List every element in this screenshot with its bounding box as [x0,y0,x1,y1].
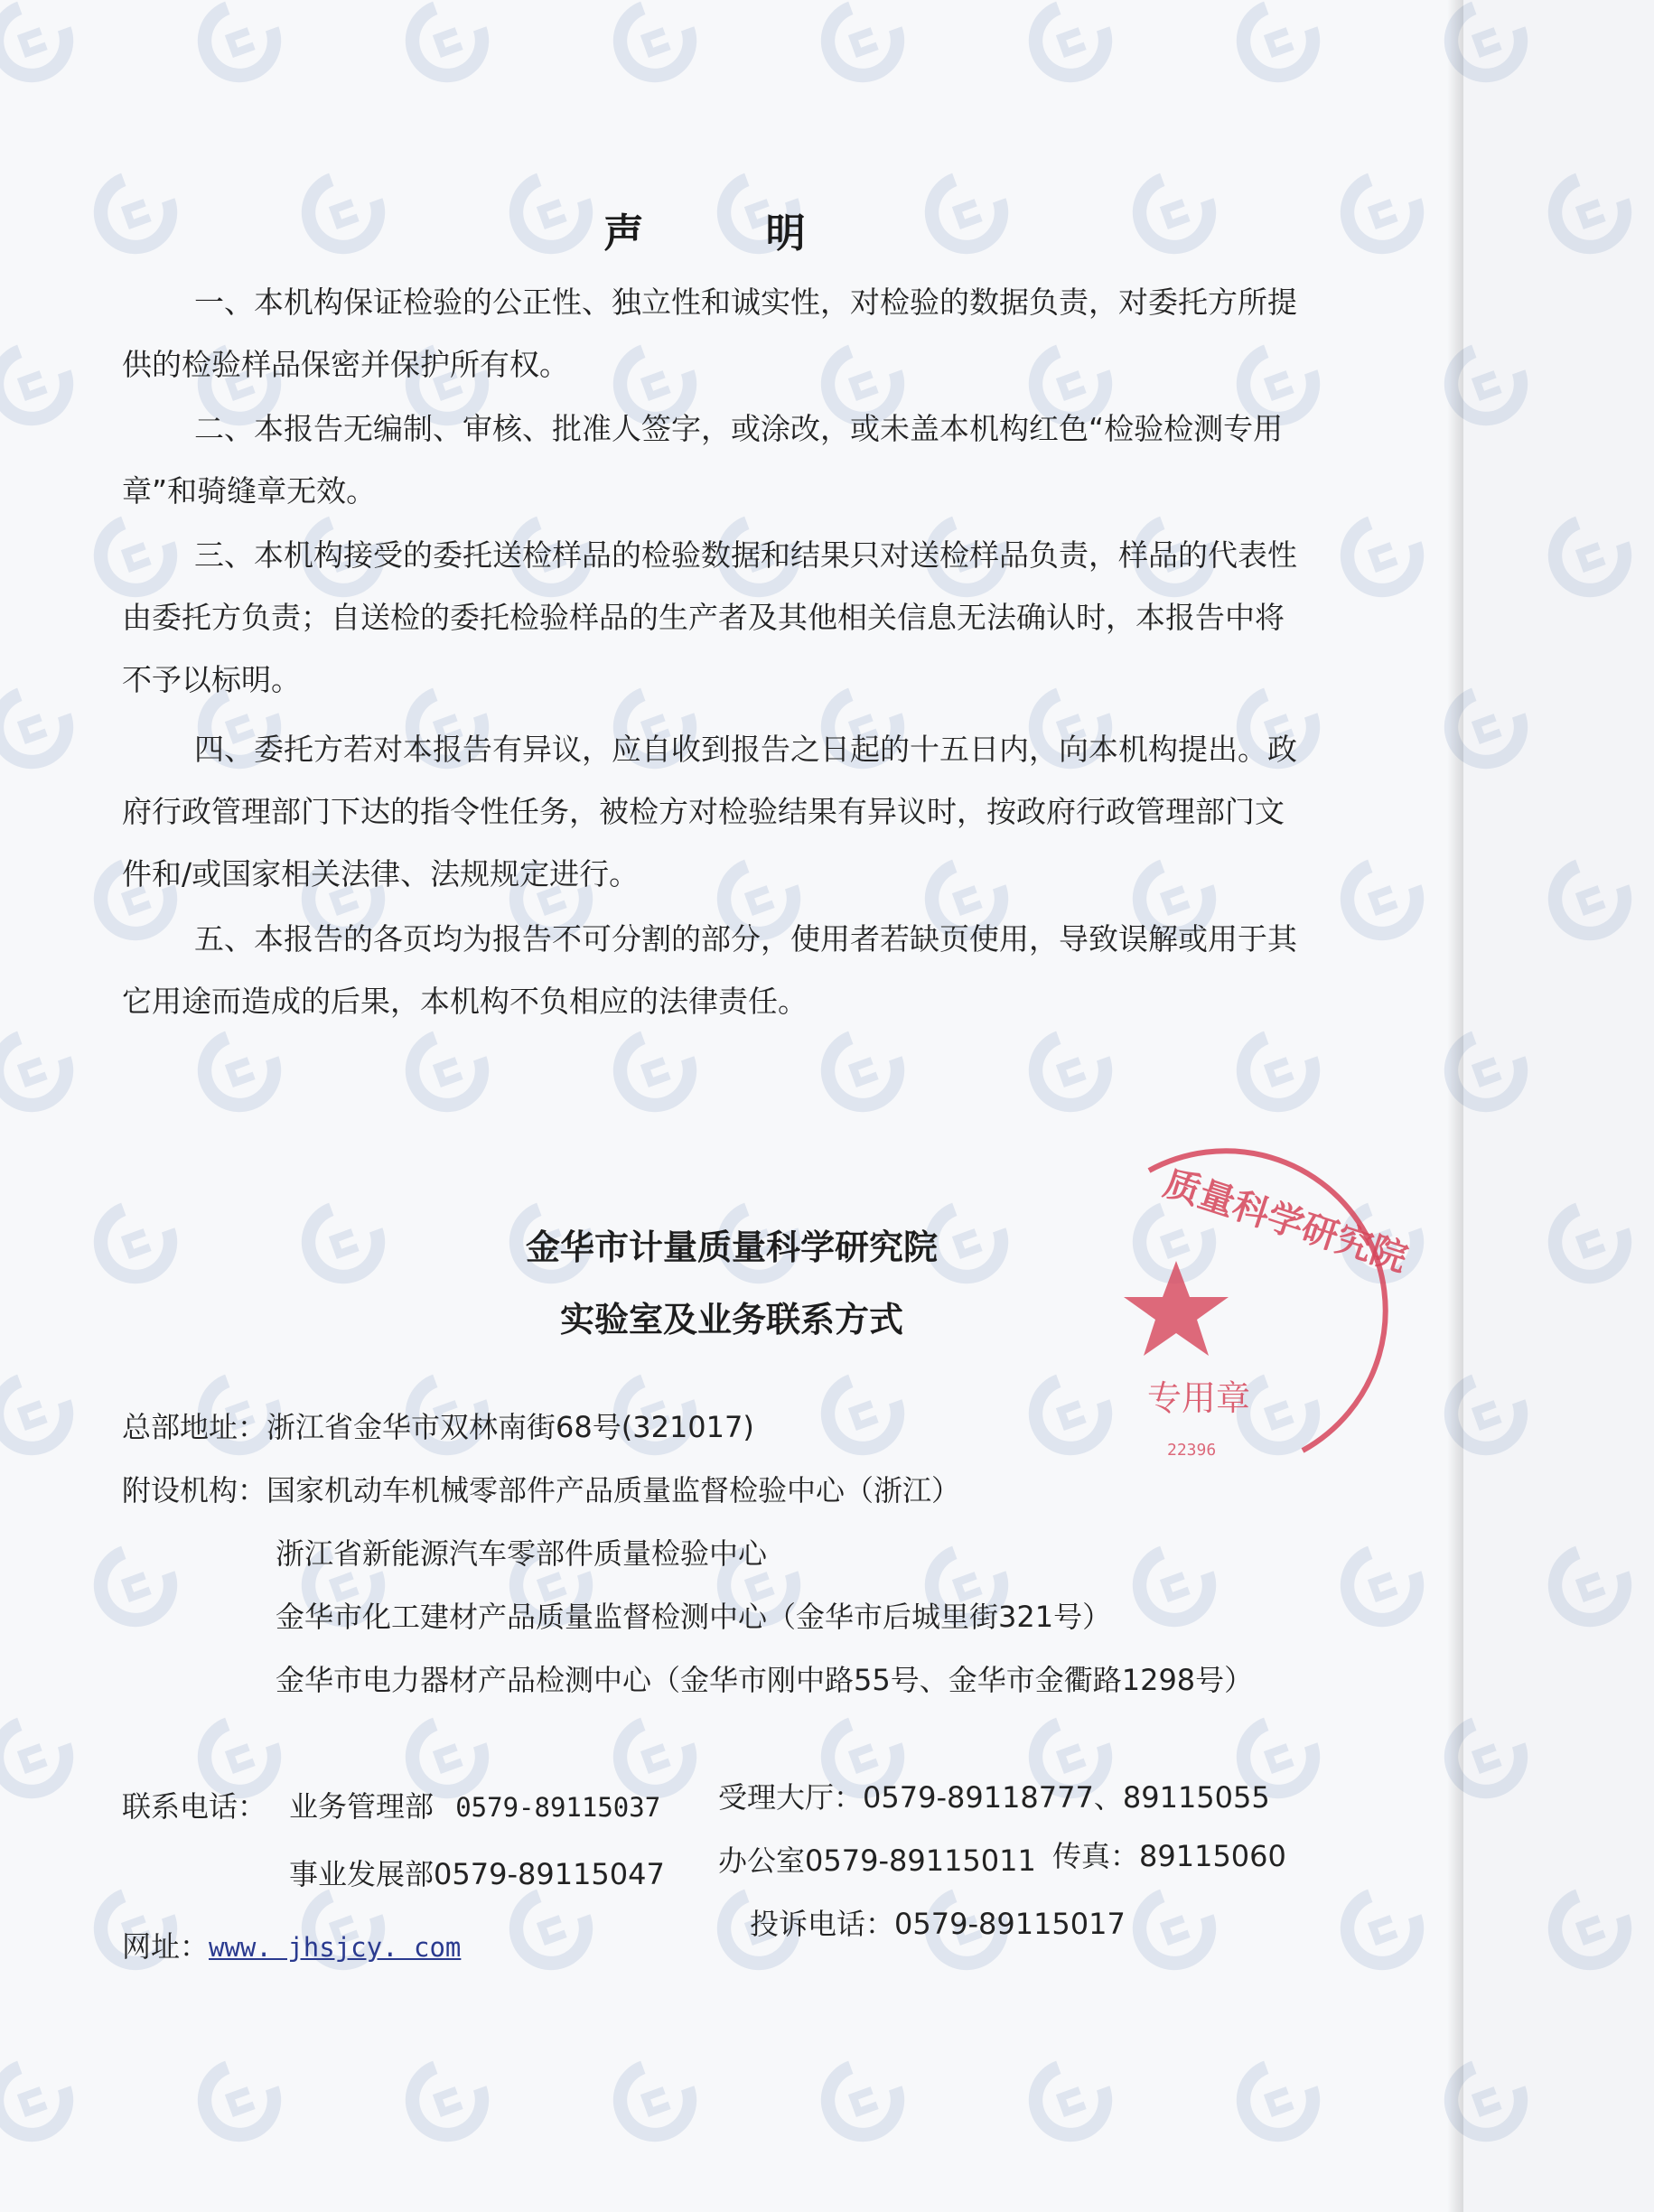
official-seal [1140,1153,1413,1478]
phone-dev: 事业发展部0579-89115047 [289,1857,665,1891]
logo-watermark-icon [1319,1865,1446,1993]
logo-watermark-icon [1527,835,1654,963]
logo-watermark-icon [799,2037,927,2164]
phone-fax: 传真：89115060 [1052,1839,1286,1873]
phone-complaint: 投诉电话：0579-89115017 [750,1907,1126,1941]
logo-watermark-icon [1007,0,1135,104]
phone-business-mgmt-label: 业务管理部 [289,1789,435,1824]
phone-label: 联系电话： [122,1789,267,1824]
logo-watermark-icon [0,321,95,448]
logo-watermark-icon [0,1007,95,1134]
phone-business-mgmt-number: 0579-89115037 [455,1792,661,1823]
logo-watermark-icon [1111,1522,1238,1649]
affiliate-item: 浙江省新能源汽车零部件质量检验中心 [276,1536,768,1571]
logo-watermark-icon [1111,1865,1238,1993]
declaration-item-4: 四、委托方若对本报告有异议，应自收到报告之日起的十五日内，向本机构提出。政府行政管理部门下达的指令性任务，被检方对检验结果有异议时，按政府行政管理部门文件和/或国家相关法律、法规规定进行。 [122,732,1297,891]
seal-text-top: 质量科学研究院 [1159,1162,1413,1280]
logo-watermark-icon [1527,1865,1654,1993]
logo-watermark-icon [1423,1007,1550,1134]
org-name: 金华市计量质量科学研究院 [525,1227,938,1267]
logo-watermark-icon [1215,2037,1342,2164]
logo-watermark-icon [1527,1522,1654,1649]
logo-watermark-icon [1527,1179,1654,1306]
logo-watermark-icon [1423,0,1550,104]
logo-watermark-icon [72,1522,200,1649]
website-link[interactable]: www. jhsjcy. com [209,1932,462,1963]
logo-watermark-icon [0,1694,95,1821]
website-row [122,1924,461,1965]
logo-watermark-icon [1527,149,1654,276]
logo-watermark-icon [0,1350,95,1478]
affiliates-row [122,1468,960,1509]
seal-text-bottom: 专用章 [1147,1380,1251,1418]
logo-watermark-icon [384,0,511,104]
declaration-item-5: 五、本报告的各页均为报告不可分割的部分，使用者若缺页使用，导致误解或用于其它用途而造成的后果，本机构不负相应的法律责任。 [122,921,1297,1019]
org-contact-subtitle: 实验室及业务联系方式 [559,1300,903,1339]
logo-watermark-icon [1423,664,1550,791]
declaration-heading: 声 明 [603,210,860,257]
logo-watermark-icon [1007,2037,1135,2164]
logo-watermark-icon [1527,492,1654,620]
logo-watermark-icon [592,0,719,104]
logo-watermark-icon [1423,321,1550,448]
logo-watermark-icon [176,0,304,104]
address-row [122,1405,754,1446]
affiliate-item: 金华市电力器材产品检测中心（金华市刚中路55号、金华市金衢路1298号） [276,1663,1254,1697]
affiliates-label: 附设机构： [122,1473,267,1507]
logo-watermark-icon [799,1350,927,1478]
seal-serial: 22396 [1167,1441,1217,1460]
phone-hall: 受理大厅：0579-89118777、89115055 [718,1780,1270,1815]
logo-watermark-icon [0,664,95,791]
website-label: 网址： [122,1929,210,1964]
logo-watermark-icon [1423,1350,1550,1478]
address-value: 浙江省金华市双林南街68号(321017) [266,1410,754,1444]
declaration-item-3: 三、本机构接受的委托送检样品的检验数据和结果只对送检样品负责，样品的代表性由委托方负责；自送检的委托检验样品的生产者及其他相关信息无法确认时，本报告中将不予以标明。 [122,537,1297,697]
address-label: 总部地址： [122,1410,267,1444]
logo-watermark-icon [1319,835,1446,963]
affiliate-item: 国家机动车机械零部件产品质量监督检验中心（浙江） [266,1473,961,1507]
logo-watermark-icon [0,2037,95,2164]
logo-watermark-icon [1319,1522,1446,1649]
logo-watermark-icon [1423,1694,1550,1821]
phone-office: 办公室0579-89115011 [718,1843,1036,1878]
declaration-item-1: 一、本机构保证检验的公正性、独立性和诚实性，对检验的数据负责，对委托方所提供的检验样品保密并保护所有权。 [122,285,1297,382]
page-edge-shadow [1447,0,1463,2212]
logo-watermark-icon [1007,1350,1135,1478]
logo-watermark-icon [799,0,927,104]
logo-watermark-icon [176,2037,304,2164]
logo-watermark-icon [592,2037,719,2164]
logo-watermark-icon [0,0,95,104]
logo-watermark-icon [1215,0,1342,104]
seal-star-icon [1124,1261,1229,1356]
logo-watermark-icon [1319,492,1446,620]
affiliate-item: 金华市化工建材产品质量监督检测中心（金华市后城里街321号） [276,1600,1112,1634]
logo-watermark-icon [384,2037,511,2164]
declaration-item-2: 二、本报告无编制、审核、批准人签字，或涂改，或未盖本机构红色“检验检测专用章”和骑缝章无效。 [122,411,1284,509]
logo-watermark-icon [1423,2037,1550,2164]
phone-business-mgmt-row [289,1784,660,1825]
